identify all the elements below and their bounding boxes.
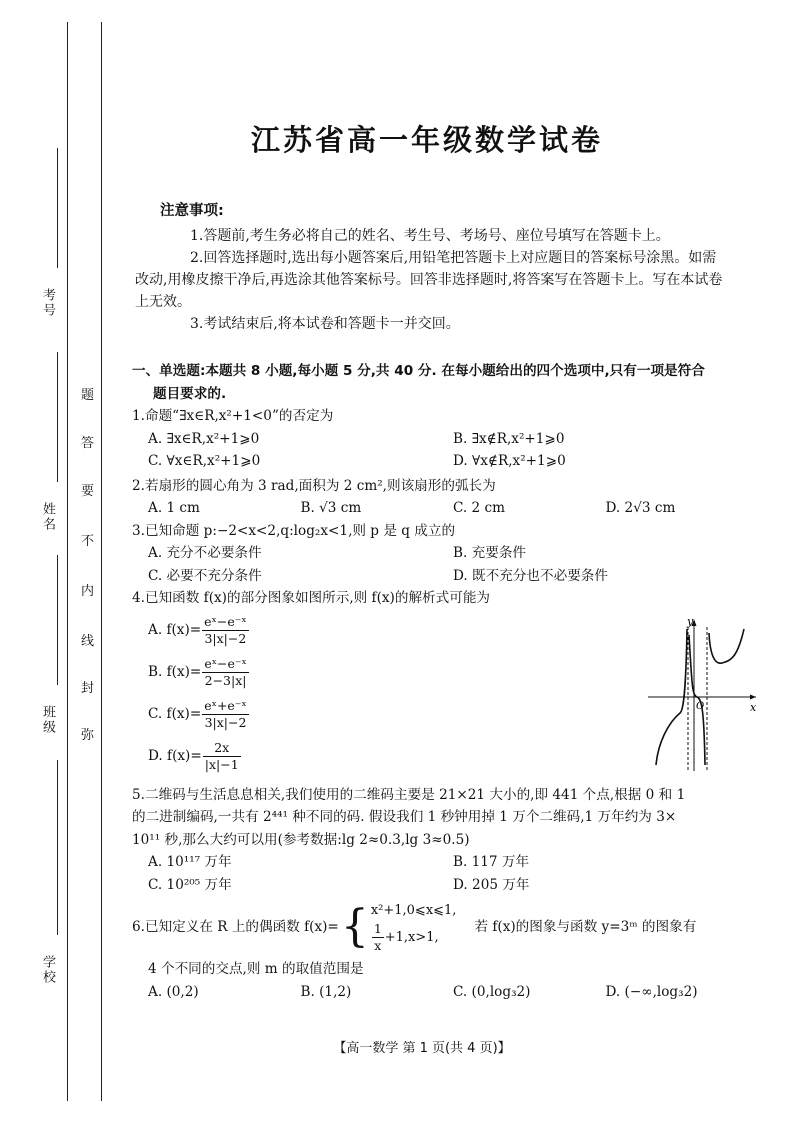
question-stem: 6.已知定义在 R 上的偶函数 f(x)= { x²+1,0⩽x⩽1, $\frac{1}{x}$ +1,x>1, 若 f(x)的图象与函数 y=3ᵐ 的图象有 [132, 901, 697, 953]
option-a: A. 充分不必要条件 [148, 545, 262, 561]
name-underline [57, 352, 58, 482]
option-d: D. ∀x∉R,x²+1⩾0 [453, 453, 566, 469]
notes-block [135, 200, 725, 335]
option-a: A. (0,2) [148, 983, 199, 1000]
question-2 [132, 475, 758, 520]
option-c: C. 必要不充分条件 [148, 567, 262, 584]
question-line: 4 个不同的交点,则 m 的取值范围是 [148, 961, 364, 977]
seal-char: 不 [81, 534, 95, 549]
option-b: B. ∃x∉R,x²+1⩾0 [453, 430, 565, 447]
class-underline [57, 555, 58, 685]
seal-char: 答 [81, 436, 95, 451]
function-graph [644, 615, 759, 775]
option-c: C. 2 cm [453, 500, 506, 516]
curve-right [709, 629, 744, 663]
option-b: B. 充要条件 [453, 545, 527, 561]
option-a: A. 1 cm [148, 500, 200, 516]
questions [132, 360, 758, 1003]
class-label: 班级 [40, 705, 55, 735]
option-a: A. 10¹¹⁷ 万年 [148, 854, 232, 870]
origin-label: O [696, 701, 705, 712]
question-5 [132, 784, 758, 897]
notes-heading: 注意事项: [160, 203, 224, 219]
section-heading-line1: 一、单选题:本题共 8 小题,每小题 5 分,共 40 分. 在每小题给出的四个选项中,只有一项是符合 [132, 363, 705, 379]
brace-glyph: { [340, 901, 369, 952]
option-c: C. 10²⁰⁵ 万年 [148, 876, 232, 893]
note-item: 3.考试结束后,将本试卷和答题卡一并交回。 [190, 316, 460, 332]
option-d: D. 2√3 cm [605, 500, 676, 516]
option-a: A. ∃x∈R,x²+1⩾0 [148, 430, 260, 447]
question-stem: 2.若扇形的圆心角为 3 rad,面积为 2 cm²,则该扇形的弧长为 [132, 477, 496, 494]
option-c: C. (0,log₃2) [453, 983, 531, 1000]
section-heading [132, 360, 758, 405]
option-b: B. f(x)= $\frac{\text{eˣ−e⁻ˣ}}{2-3|x|}$ [148, 656, 247, 688]
y-axis-label: y [687, 615, 694, 628]
question-stem: 3.已知命题 p:−2<x<2,q:log₂x<1,则 p 是 q 成立的 [132, 522, 456, 539]
seal-char: 弥 [81, 728, 95, 743]
option-d: D. 既不充分也不必要条件 [453, 567, 608, 584]
option-b: B. (1,2) [300, 983, 352, 1000]
seal-char: 要 [81, 484, 95, 499]
option-b: B. √3 cm [300, 500, 362, 516]
question-4 [132, 587, 758, 778]
option-c: C. f(x)= $\frac{\text{eˣ+e⁻ˣ}}{3|x|-2}$ [148, 698, 247, 730]
option-d: D. (−∞,log₃2) [605, 983, 698, 1000]
question-stem: 4.已知函数 f(x)的部分图象如图所示,则 f(x)的解析式可能为 [132, 590, 491, 606]
exam-no-underline [57, 148, 58, 268]
question-3 [132, 520, 758, 588]
margin-line-outer [67, 22, 68, 1101]
seal-char: 内 [81, 584, 95, 599]
name-label: 姓名 [40, 502, 55, 532]
piecewise-definition: { x²+1,0⩽x⩽1, $\frac{1}{x}$ +1,x>1, [340, 901, 457, 953]
curve-middle [689, 635, 705, 765]
question-line: 5.二维码与生活息息相关,我们使用的二维码主要是 21×21 大小的,即 441 个点,根据 0 和 1 [132, 786, 686, 803]
seal-char: 封 [81, 681, 95, 696]
margin-line-inner [101, 22, 102, 1101]
school-underline [57, 760, 58, 935]
option-d: D. 205 万年 [453, 876, 530, 893]
x-axis-label: x [750, 701, 757, 714]
exam-no-label: 考号 [40, 288, 55, 318]
option-d: D. f(x)= $\frac{2x}{|x|-1}$ [148, 740, 239, 772]
question-6 [132, 900, 758, 1003]
question-line: 的二进制编码,一共有 2⁴⁴¹ 种不同的码. 假设我们 1 秒钟用掉 1 万个二维码,1 万年约为 3× [132, 809, 677, 825]
note-item: 2.回答选择题时,选出每小题答案后,用铅笔把答题卡上对应题目的答案标号涂黑。如需改动,用橡皮擦干净后,再选涂其他答案标号。回答非选择题时,将答案写在答题卡上。写在本试卷上无效。 [135, 250, 723, 310]
option-b: B. 117 万年 [453, 854, 530, 870]
question-1 [132, 405, 758, 473]
question-stem: 1.命题“∃x∈R,x²+1<0”的否定为 [132, 408, 334, 424]
option-a: A. f(x)= $\frac{\text{eˣ−e⁻ˣ}}{3|x|-2}$ [148, 614, 247, 646]
section-heading-line2: 题目要求的. [153, 385, 227, 402]
option-c: C. ∀x∈R,x²+1⩾0 [148, 453, 261, 469]
page-title: 江苏省高一年级数学试卷 [250, 123, 603, 157]
question-line: 10¹¹ 秒,那么大约可以用(参考数据:lg 2≈0.3,lg 3≈0.5) [132, 831, 470, 848]
seal-char: 题 [81, 388, 95, 403]
seal-char: 线 [81, 634, 95, 649]
note-item: 1.答题前,考生务必将自己的姓名、考生号、考场号、座位号填写在答题卡上。 [190, 228, 670, 244]
school-label: 学校 [40, 955, 55, 985]
page-footer: 【高一数学 第 1 页(共 4 页)】 [333, 1041, 511, 1056]
x-axis-arrow [750, 695, 756, 700]
